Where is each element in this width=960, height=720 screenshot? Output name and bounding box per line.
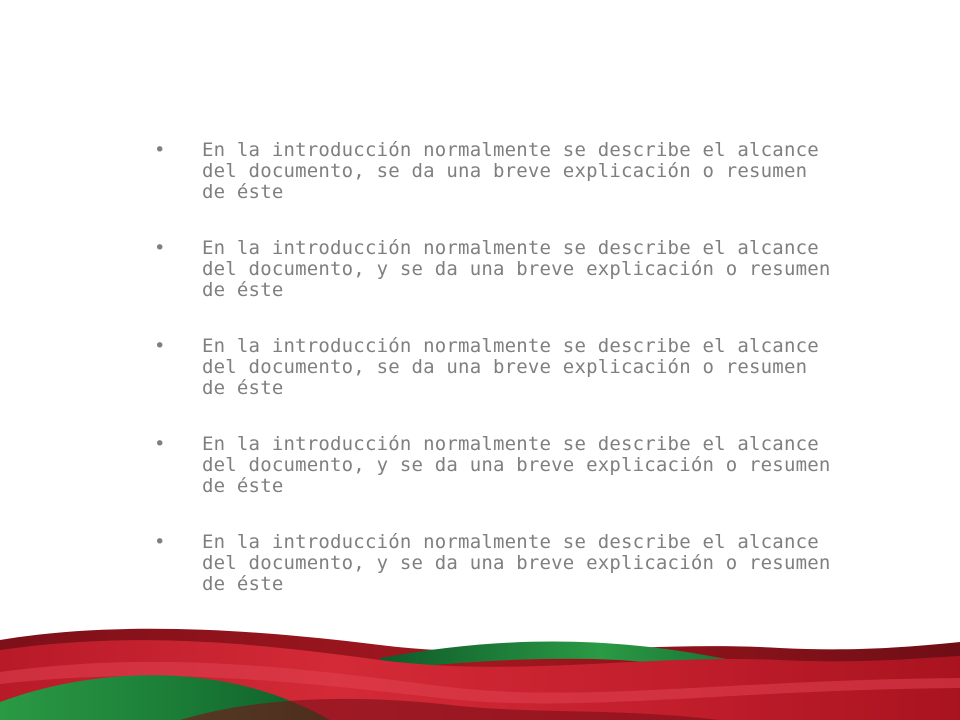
bullet-icon: •	[154, 335, 166, 357]
bullet-icon: •	[154, 531, 166, 553]
bullet-text: En la introducción normalmente se describe el alcance del documento, se da una breve explicación o resumen de éste	[202, 139, 819, 203]
bullet-icon: •	[154, 237, 166, 259]
bullet-item-2	[150, 238, 840, 301]
bullet-text: En la introducción normalmente se describe el alcance del documento, se da una breve explicación o resumen de éste	[202, 335, 819, 399]
bullet-item-1	[150, 140, 840, 203]
bullet-icon: •	[154, 433, 166, 455]
flag-ribbon-decoration	[0, 610, 960, 720]
bullet-text: En la introducción normalmente se describe el alcance del documento, y se da una breve explicación o resumen de éste	[202, 531, 831, 595]
bullet-item-3	[150, 336, 840, 399]
bullet-item-4	[150, 434, 840, 497]
bullet-text: En la introducción normalmente se describe el alcance del documento, y se da una breve explicación o resumen de éste	[202, 433, 831, 497]
bullet-icon: •	[154, 139, 166, 161]
bullet-text: En la introducción normalmente se describe el alcance del documento, y se da una breve explicación o resumen de éste	[202, 237, 831, 301]
bullet-list	[150, 140, 840, 630]
bullet-item-5	[150, 532, 840, 595]
